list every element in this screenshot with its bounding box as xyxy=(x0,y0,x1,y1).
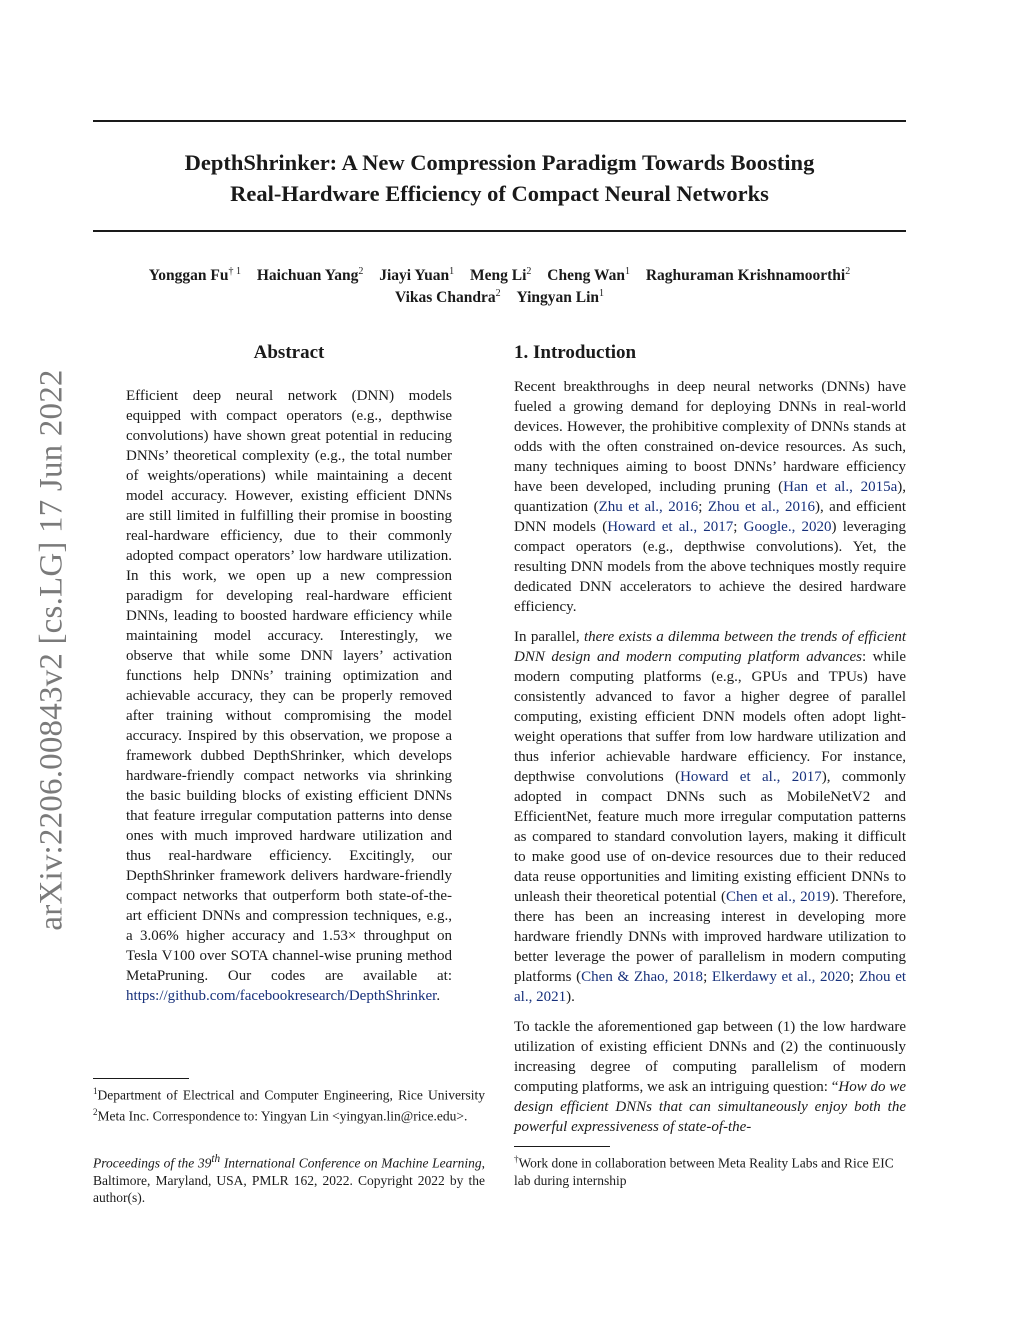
author: Vikas Chandra$^2$ xyxy=(394,287,501,306)
top-rule xyxy=(93,120,906,122)
footnote-rule-right xyxy=(514,1146,610,1147)
author: Haichuan Yang$^2$ xyxy=(256,265,364,284)
footnote-rule-left xyxy=(93,1078,189,1079)
author-list xyxy=(93,265,906,309)
proceedings-note: Proceedings of the 39th International Conference on Machine Learning, Baltimore, Maryland, USA, PMLR 162, 2022. Copyright 2022 by the author(s). xyxy=(93,1153,485,1205)
abstract-text: Efficient deep neural network (DNN) models equipped with compact operators (e.g., depthwise convolutions) have shown great potential in reducing DNNs’ theoretical complexity (e.g., the total number of weights/operations) while maintaining a decent model accuracy. However, existing efficient DNNs are still limited in fulfilling their promise in boosting real-hardware efficiency, due to their commonly adopted compact operators’ low hardware utilization. In this work, we open up a new compression paradigm for developing real-hardware efficient DNNs, leading to boosted hardware efficiency while maintaining model accuracy. Interestingly, we observe that while some DNN layers’ activation functions help DNNs’ training optimization and achievable accuracy, they can be properly removed after training without compromising the model accuracy. Inspired by this observation, we propose a framework dubbed DepthShrinker, which develops hardware-friendly compact networks via shrinking the basic building blocks of existing efficient DNNs that feature irregular computation patterns into dense ones with much improved hardware utilization and thus real-hardware efficiency. Excitingly, our DepthShrinker framework delivers hardware-friendly compact networks that outperform both state-of-the-art efficient DNNs and compression techniques, e.g., a 3.06% higher accuracy and 1.53× throughput on Tesla V100 over SOTA channel-wise pruning method MetaPruning. Our codes are available at: xyxy=(126,388,452,984)
citation-link[interactable]: Chen & Zhao, 2018 xyxy=(581,969,704,985)
arxiv-identifier: arXiv:2206.00843v2 [cs.LG] 17 Jun 2022 xyxy=(33,369,70,931)
citation-link[interactable]: Elkerdawy et al., 2020 xyxy=(711,969,851,985)
affiliation-footnote: $^1$Department of Electrical and Computer Engineering, Rice University $^2$Meta Inc. Correspondence to: Yingyan Lin <yingyan.lin@rice.edu>. xyxy=(93,1086,485,1123)
citation-link[interactable]: Zhou et al., 2021 xyxy=(514,969,907,1005)
title-line-1: DepthShrinker: A New Compression Paradigm Towards Boosting xyxy=(184,150,815,175)
citation-link[interactable]: Zhu et al., 2016 xyxy=(598,499,699,515)
author: Meng Li$^2$ xyxy=(470,265,532,284)
intro-paragraph-1: Recent breakthroughs in deep neural networks (DNNs) have fueled a growing demand for deploying DNNs in real-world devices. However, the prohibitive complexity of DNNs stands at odds with the often constrained on-device resources. As such, many techniques aiming to boost DNNs’ hardware efficiency have been developed, including pruning (Han et al., 2015a), quantization (Zhu et al., 2016; Zhou et al., 2016), and efficient DNN models (Howard et al., 2017; Google., 2020) leveraging compact operators (e.g., depthwise convolutions). Yet, the resulting DNN models from the above techniques mostly require dedicated DNN accelerators to achieve the desired hardware efficiency. xyxy=(514,379,907,615)
intro-paragraph-3: To tackle the aforementioned gap between (1) the low hardware utilization of existing efficient DNNs and (2) the continuously increasing degree of computing parallelism of modern computing platforms, we ask an intriguing question: “How do we design efficient DNNs that can simultaneously enjoy both the powerful expressiveness of state-of-the- xyxy=(514,1019,906,1135)
title-line-2: Real-Hardware Efficiency of Compact Neural Networks xyxy=(230,181,769,206)
paper-title xyxy=(93,147,906,209)
intro-paragraph-2: In parallel, there exists a dilemma between the trends of efficient DNN design and modern computing platform advances: while modern computing platforms (e.g., GPUs and TPUs) have consistently advanced to favor a higher degree of parallel computing, existing efficient DNN models often adopt light-weight operations that suffer from low hardware utilization and thus inferior achievable hardware efficiency. For instance, depthwise convolutions (Howard et al., 2017), commonly adopted in compact DNNs such as MobileNetV2 and EfficientNet, feature much more irregular computation patterns as compared to standard convolution layers, making it difficult to make good use of on-device resources due to their reduced data reuse opportunities and limiting existing efficient DNNs to unleash their theoretical potential (Chen et al., 2019). Therefore, there has been an increasing interest in developing more hardware friendly DNNs with improved hardware utilization to better leverage the power of parallelism in modern computing platforms (Chen & Zhao, 2018; Elkerdawy et al., 2020; Zhou et al., 2021). xyxy=(514,629,907,1005)
title-bottom-rule xyxy=(93,230,906,232)
author-line-2 xyxy=(93,287,906,309)
citation-link[interactable]: Howard et al., 2017 xyxy=(680,769,822,785)
author: Jiayi Yuan$^1$ xyxy=(379,265,455,284)
citation-link[interactable]: Howard et al., 2017 xyxy=(607,519,734,535)
author-line-1 xyxy=(93,265,906,287)
citation-link[interactable]: Zhou et al., 2016 xyxy=(707,499,815,515)
citation-link[interactable]: Chen et al., 2019 xyxy=(725,889,831,905)
citation-link[interactable]: Han et al., 2015a xyxy=(783,479,898,495)
author: Cheng Wan$^1$ xyxy=(547,265,630,284)
author: Raghuraman Krishnamoorthi$^2$ xyxy=(645,265,851,284)
abstract-heading: Abstract xyxy=(253,342,325,363)
abstract-link-end: . xyxy=(436,988,441,1004)
internship-footnote: †Work done in collaboration between Meta Reality Labs and Rice EIC lab during internship xyxy=(514,1154,894,1188)
abstract-body xyxy=(126,386,452,1006)
code-repo-link[interactable]: https://github.com/facebookresearch/DepthShrinker xyxy=(126,988,437,1004)
abstract-heading-wrap xyxy=(93,342,485,364)
author: Yingyan Lin$^1$ xyxy=(516,287,605,306)
author: Yonggan Fu$^{\dagger 1}$ xyxy=(148,265,241,284)
introduction-heading: 1. Introduction xyxy=(514,342,637,363)
citation-link[interactable]: Google., 2020 xyxy=(743,519,832,535)
introduction-section xyxy=(514,342,906,1147)
